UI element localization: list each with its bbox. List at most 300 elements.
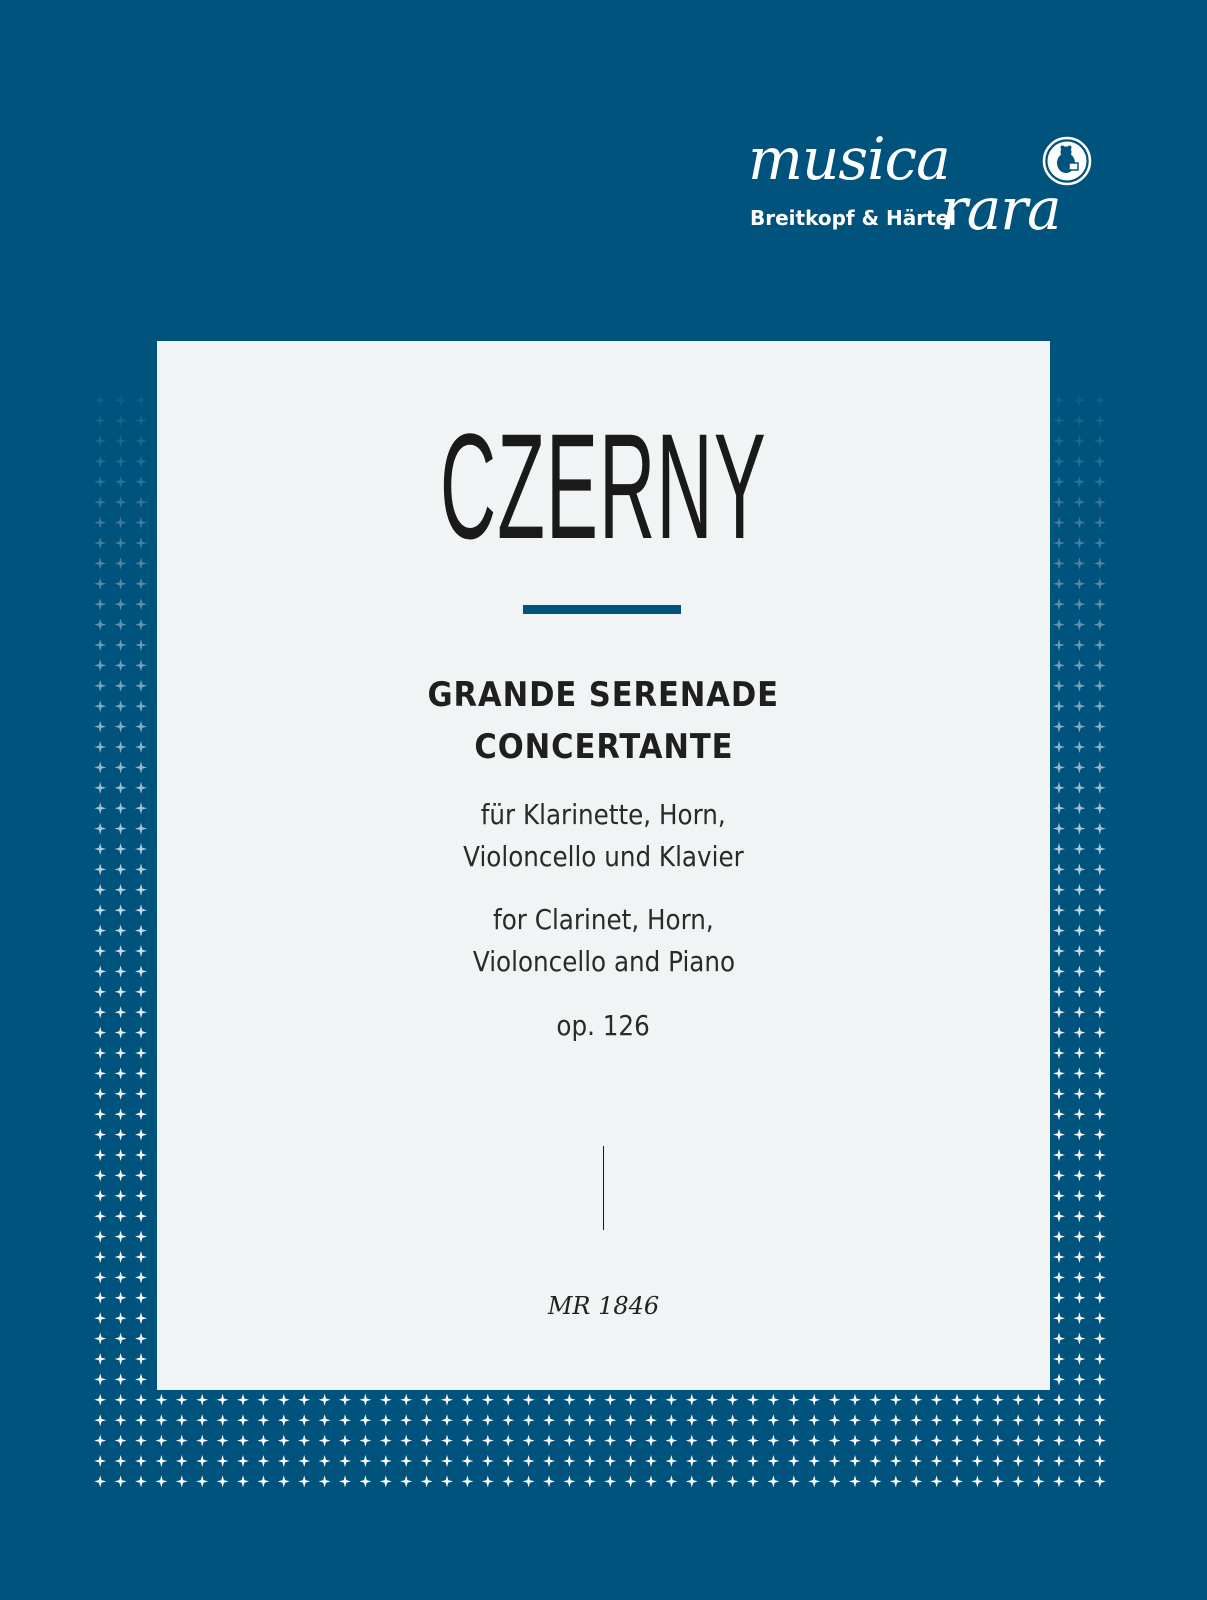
- sparkle-dot: [1053, 1394, 1065, 1406]
- sparkle-dot: [1012, 1455, 1024, 1467]
- sparkle-dot: [951, 1414, 963, 1426]
- sparkle-dot: [1053, 598, 1065, 610]
- sparkle-dot: [94, 557, 106, 569]
- sparkle-dot: [1053, 863, 1065, 875]
- sparkle-dot: [890, 1475, 902, 1487]
- sparkle-dot: [584, 1414, 596, 1426]
- sparkle-dot: [604, 1475, 616, 1487]
- sparkle-dot: [1073, 823, 1085, 835]
- sparkle-dot: [1073, 598, 1085, 610]
- sparkle-dot: [461, 1475, 473, 1487]
- sparkle-dot: [1094, 476, 1106, 488]
- sparkle-dot: [94, 1394, 106, 1406]
- sparkle-dot: [135, 802, 147, 814]
- sparkle-dot: [686, 1394, 698, 1406]
- sparkle-dot: [563, 1435, 575, 1447]
- sparkle-dot: [94, 1414, 106, 1426]
- sparkle-dot: [1073, 476, 1085, 488]
- sparkle-dot: [1073, 435, 1085, 447]
- sparkle-dot: [94, 802, 106, 814]
- sparkle-dot: [135, 1475, 147, 1487]
- logo-wordmark-musica: musica: [748, 125, 950, 193]
- sparkle-dot: [135, 986, 147, 998]
- sparkle-dot: [176, 1455, 188, 1467]
- sparkle-dot: [115, 1169, 127, 1181]
- sparkle-dot: [1094, 1333, 1106, 1345]
- publisher-logo: [748, 125, 1098, 250]
- sparkle-dot: [543, 1394, 555, 1406]
- catalog-number: MR 1846: [547, 1292, 660, 1320]
- sparkle-dot: [1073, 1210, 1085, 1222]
- sparkle-dot: [1073, 1455, 1085, 1467]
- sparkle-dot: [257, 1394, 269, 1406]
- sparkle-dot: [115, 1231, 127, 1243]
- sparkle-dot: [94, 741, 106, 753]
- sparkle-dot: [115, 1251, 127, 1263]
- sparkle-dot: [94, 455, 106, 467]
- sparkle-dot: [604, 1455, 616, 1467]
- sparkle-dot: [1094, 1108, 1106, 1120]
- sparkle-dot: [94, 1169, 106, 1181]
- sparkle-dot: [298, 1414, 310, 1426]
- sparkle-dot: [196, 1435, 208, 1447]
- sparkle-dot: [829, 1394, 841, 1406]
- sparkle-dot: [910, 1394, 922, 1406]
- sparkle-dot: [1073, 415, 1085, 427]
- sparkle-dot: [829, 1455, 841, 1467]
- sparkle-dot: [625, 1414, 637, 1426]
- sparkle-dot: [135, 843, 147, 855]
- sparkle-dot: [94, 1231, 106, 1243]
- sparkle-dot: [115, 1435, 127, 1447]
- sparkle-dot: [94, 1435, 106, 1447]
- sparkle-dot: [441, 1475, 453, 1487]
- sparkle-dot: [461, 1414, 473, 1426]
- sparkle-dot: [94, 986, 106, 998]
- sparkle-dot: [94, 537, 106, 549]
- sparkle-dot: [686, 1475, 698, 1487]
- sparkle-dot: [94, 1027, 106, 1039]
- sparkle-dot: [1053, 680, 1065, 692]
- sparkle-dot: [278, 1455, 290, 1467]
- sparkle-dot: [706, 1435, 718, 1447]
- sparkle-dot: [1094, 639, 1106, 651]
- sparkle-dot: [135, 496, 147, 508]
- sparkle-dot: [625, 1455, 637, 1467]
- sparkle-dot: [115, 1149, 127, 1161]
- sparkle-dot: [829, 1435, 841, 1447]
- sparkle-dot: [1073, 1333, 1085, 1345]
- sparkle-dot: [788, 1394, 800, 1406]
- sparkle-dot: [706, 1394, 718, 1406]
- sparkle-dot: [1094, 1251, 1106, 1263]
- sparkle-dot: [931, 1394, 943, 1406]
- sparkle-dot: [115, 1312, 127, 1324]
- sparkle-dot: [257, 1475, 269, 1487]
- sparkle-dot: [115, 1373, 127, 1385]
- sparkle-dot: [1073, 1312, 1085, 1324]
- sparkle-dot: [849, 1414, 861, 1426]
- sparkle-dot: [1053, 1312, 1065, 1324]
- sparkle-dot: [747, 1455, 759, 1467]
- sparkle-dot: [319, 1394, 331, 1406]
- sparkle-dot: [217, 1414, 229, 1426]
- sparkle-dot: [1073, 761, 1085, 773]
- sparkle-dot: [421, 1394, 433, 1406]
- sparkle-dot: [359, 1475, 371, 1487]
- sparkle-dot: [115, 761, 127, 773]
- sparkle-dot: [1073, 1231, 1085, 1243]
- sparkle-dot: [1094, 1435, 1106, 1447]
- sparkle-dot: [155, 1475, 167, 1487]
- sparkle-dot: [115, 823, 127, 835]
- sparkle-dot: [563, 1475, 575, 1487]
- sparkle-dot: [686, 1414, 698, 1426]
- work-title-line-1: GRANDE SERENADE: [427, 675, 780, 715]
- sparkle-dot: [94, 1292, 106, 1304]
- sparkle-dot: [1073, 925, 1085, 937]
- sparkle-dot: [400, 1435, 412, 1447]
- sparkle-dot: [1012, 1394, 1024, 1406]
- sparkle-dot: [339, 1414, 351, 1426]
- sparkle-dot: [115, 659, 127, 671]
- sparkle-dot: [1094, 1190, 1106, 1202]
- sparkle-dot: [115, 1067, 127, 1079]
- sparkle-dot: [482, 1455, 494, 1467]
- sparkle-dot: [1053, 1231, 1065, 1243]
- sparkle-dot: [1094, 680, 1106, 692]
- sparkle-dot: [665, 1455, 677, 1467]
- sparkle-dot: [1094, 455, 1106, 467]
- sparkle-dot: [115, 639, 127, 651]
- sparkle-dot: [1073, 1353, 1085, 1365]
- sparkle-dot: [1053, 1373, 1065, 1385]
- sparkle-dot: [1094, 884, 1106, 896]
- sparkle-dot: [1094, 782, 1106, 794]
- sparkle-dot: [706, 1455, 718, 1467]
- vertical-divider: [603, 1146, 604, 1230]
- sparkle-dot: [890, 1435, 902, 1447]
- sparkle-dot: [1073, 1027, 1085, 1039]
- sparkle-dot: [1053, 945, 1065, 957]
- sparkle-dot: [1073, 496, 1085, 508]
- sparkle-dot: [94, 843, 106, 855]
- sparkle-dot: [94, 517, 106, 529]
- sparkle-dot: [1094, 415, 1106, 427]
- sparkle-dot: [1053, 639, 1065, 651]
- sparkle-dot: [176, 1414, 188, 1426]
- sparkle-dot: [1073, 1190, 1085, 1202]
- sparkle-dot: [441, 1435, 453, 1447]
- sparkle-dot: [706, 1475, 718, 1487]
- sparkle-dot: [665, 1414, 677, 1426]
- sparkle-dot: [1073, 782, 1085, 794]
- sparkle-dot: [1094, 1067, 1106, 1079]
- sparkle-dot: [441, 1414, 453, 1426]
- sparkle-dot: [135, 863, 147, 875]
- sparkle-dot: [339, 1394, 351, 1406]
- sparkle-dot: [869, 1455, 881, 1467]
- sparkle-dot: [115, 619, 127, 631]
- sparkle-dot: [339, 1455, 351, 1467]
- sparkle-dot: [1053, 435, 1065, 447]
- sparkle-dot: [359, 1435, 371, 1447]
- sparkle-dot: [482, 1394, 494, 1406]
- sparkle-dot: [319, 1414, 331, 1426]
- sparkle-dot: [155, 1394, 167, 1406]
- sparkle-dot: [1053, 1353, 1065, 1365]
- sparkle-dot: [1073, 1414, 1085, 1426]
- sparkle-dot: [502, 1394, 514, 1406]
- sparkle-dot: [1094, 843, 1106, 855]
- sparkle-dot: [237, 1435, 249, 1447]
- sparkle-dot: [808, 1394, 820, 1406]
- sparkle-dot: [94, 1455, 106, 1467]
- sparkle-dot: [849, 1435, 861, 1447]
- sparkle-dot: [115, 1088, 127, 1100]
- sparkle-dot: [155, 1414, 167, 1426]
- sparkle-dot: [788, 1455, 800, 1467]
- sparkle-dot: [1012, 1414, 1024, 1426]
- sparkle-dot: [1053, 1333, 1065, 1345]
- sparkle-dot: [1053, 1108, 1065, 1120]
- sparkle-dot: [257, 1414, 269, 1426]
- sparkle-dot: [1073, 1292, 1085, 1304]
- sparkle-dot: [359, 1394, 371, 1406]
- title-panel: [157, 341, 1050, 1390]
- sparkle-dot: [1094, 435, 1106, 447]
- sparkle-dot: [604, 1435, 616, 1447]
- sparkle-dot: [1094, 517, 1106, 529]
- sparkle-dot: [115, 925, 127, 937]
- sparkle-dot: [808, 1455, 820, 1467]
- sparkle-dot: [910, 1475, 922, 1487]
- sparkle-dot: [1073, 741, 1085, 753]
- sparkle-dot: [135, 1271, 147, 1283]
- sparkle-dot: [135, 1455, 147, 1467]
- sparkle-dot: [1073, 863, 1085, 875]
- sparkle-dot: [523, 1475, 535, 1487]
- accent-rule: [523, 605, 681, 614]
- sparkle-dot: [992, 1414, 1004, 1426]
- sparkle-dot: [645, 1414, 657, 1426]
- sparkle-dot: [115, 843, 127, 855]
- sparkle-dot: [1053, 1047, 1065, 1059]
- sparkle-dot: [747, 1435, 759, 1447]
- sparkle-dot: [1053, 1027, 1065, 1039]
- sparkle-dot: [890, 1455, 902, 1467]
- sparkle-dot: [971, 1455, 983, 1467]
- sparkle-dot: [767, 1455, 779, 1467]
- sparkle-dot: [421, 1475, 433, 1487]
- sparkle-dot: [1053, 761, 1065, 773]
- sparkle-dot: [94, 761, 106, 773]
- sparkle-dot: [94, 1312, 106, 1324]
- sparkle-dot: [808, 1435, 820, 1447]
- sparkle-dot: [584, 1394, 596, 1406]
- sparkle-dot: [135, 435, 147, 447]
- sparkle-dot: [992, 1475, 1004, 1487]
- sparkle-dot: [971, 1394, 983, 1406]
- opus-number: op. 126: [556, 1009, 651, 1042]
- sparkle-dot: [359, 1414, 371, 1426]
- sparkle-dot: [135, 639, 147, 651]
- sparkle-dot: [115, 496, 127, 508]
- sparkle-dot: [115, 394, 127, 406]
- sparkle-dot: [115, 1190, 127, 1202]
- sparkle-dot: [727, 1394, 739, 1406]
- sparkle-dot: [1073, 843, 1085, 855]
- sparkle-dot: [135, 1149, 147, 1161]
- sparkle-dot: [1073, 1169, 1085, 1181]
- sparkle-dot: [502, 1414, 514, 1426]
- sparkle-dot: [135, 1047, 147, 1059]
- sparkle-dot: [747, 1394, 759, 1406]
- sparkle-dot: [645, 1435, 657, 1447]
- sparkle-dot: [237, 1455, 249, 1467]
- sparkle-dot: [482, 1414, 494, 1426]
- sparkle-dot: [94, 1475, 106, 1487]
- sparkle-dot: [257, 1435, 269, 1447]
- sparkle-dot: [135, 1414, 147, 1426]
- sparkle-dot: [727, 1435, 739, 1447]
- sparkle-dot: [135, 1373, 147, 1385]
- sparkle-dot: [176, 1435, 188, 1447]
- sparkle-dot: [94, 721, 106, 733]
- sparkle-dot: [441, 1455, 453, 1467]
- sparkle-dot: [1073, 945, 1085, 957]
- sparkle-dot: [1073, 700, 1085, 712]
- sparkle-dot: [257, 1455, 269, 1467]
- sparkle-dot: [94, 700, 106, 712]
- sparkle-dot: [1053, 1190, 1065, 1202]
- sparkle-dot: [94, 496, 106, 508]
- sparkle-dot: [482, 1475, 494, 1487]
- sparkle-dot: [1073, 394, 1085, 406]
- sparkle-dot: [1094, 1149, 1106, 1161]
- sparkle-dot: [380, 1435, 392, 1447]
- sparkle-dot: [1053, 1435, 1065, 1447]
- logo-wordmark-rara: rara: [940, 175, 1061, 243]
- sparkle-dot: [1053, 802, 1065, 814]
- sparkle-dot: [217, 1455, 229, 1467]
- sparkle-dot: [94, 1373, 106, 1385]
- sparkle-dot: [135, 721, 147, 733]
- sparkle-dot: [135, 1006, 147, 1018]
- sparkle-dot: [645, 1475, 657, 1487]
- sparkle-dot: [115, 904, 127, 916]
- sparkle-dot: [94, 1271, 106, 1283]
- sparkle-dot: [115, 680, 127, 692]
- sparkle-dot: [359, 1455, 371, 1467]
- sparkle-dot: [1073, 802, 1085, 814]
- sparkle-dot: [1094, 1292, 1106, 1304]
- sparkle-dot: [625, 1475, 637, 1487]
- sparkle-dot: [1094, 761, 1106, 773]
- sparkle-dot: [94, 659, 106, 671]
- sparkle-dot: [135, 925, 147, 937]
- sparkle-dot: [196, 1475, 208, 1487]
- sparkle-dot: [278, 1394, 290, 1406]
- sparkle-dot: [237, 1394, 249, 1406]
- sparkle-dot: [1094, 1027, 1106, 1039]
- sparkle-dot: [1053, 1475, 1065, 1487]
- sparkle-dot: [135, 1108, 147, 1120]
- sparkle-dot: [1094, 1373, 1106, 1385]
- sparkle-dot: [849, 1455, 861, 1467]
- sparkle-dot: [788, 1414, 800, 1426]
- sparkle-dot: [1073, 1047, 1085, 1059]
- sparkle-dot: [1073, 904, 1085, 916]
- sparkle-dot: [1094, 1353, 1106, 1365]
- sparkle-dot: [1053, 455, 1065, 467]
- sparkle-dot: [94, 925, 106, 937]
- sparkle-dot: [1073, 1108, 1085, 1120]
- sparkle-dot: [523, 1414, 535, 1426]
- sparkle-dot: [115, 1271, 127, 1283]
- sparkle-dot: [135, 537, 147, 549]
- sparkle-dot: [584, 1455, 596, 1467]
- sparkle-dot: [400, 1475, 412, 1487]
- sparkle-dot: [135, 1190, 147, 1202]
- sparkle-dot: [94, 1006, 106, 1018]
- sparkle-dot: [217, 1435, 229, 1447]
- sparkle-dot: [1094, 659, 1106, 671]
- sparkle-dot: [135, 1353, 147, 1365]
- logo-imprint: Breitkopf & Härtel: [750, 206, 957, 230]
- sparkle-dot: [135, 1231, 147, 1243]
- sparkle-dot: [1073, 1394, 1085, 1406]
- sparkle-dot: [94, 782, 106, 794]
- sparkle-dot: [1094, 1210, 1106, 1222]
- work-title-line-2: CONCERTANTE: [473, 727, 734, 767]
- sparkle-dot: [523, 1455, 535, 1467]
- sparkle-dot: [135, 680, 147, 692]
- sparkle-dot: [115, 1333, 127, 1345]
- instrumentation-de-line-1: für Klarinette, Horn,: [480, 798, 726, 831]
- sparkle-dot: [665, 1435, 677, 1447]
- sparkle-dot: [1094, 1475, 1106, 1487]
- sparkle-dot: [951, 1475, 963, 1487]
- sparkle-dot: [421, 1455, 433, 1467]
- sparkle-dot: [665, 1394, 677, 1406]
- sparkle-dot: [992, 1394, 1004, 1406]
- sparkle-dot: [1094, 1231, 1106, 1243]
- sparkle-dot: [115, 578, 127, 590]
- sparkle-dot: [298, 1435, 310, 1447]
- sparkle-dot: [543, 1435, 555, 1447]
- sparkle-dot: [1094, 1088, 1106, 1100]
- instrumentation-en-line-1: for Clarinet, Horn,: [493, 903, 714, 936]
- instrumentation-en-line-2: Violoncello and Piano: [472, 945, 735, 978]
- sparkle-dot: [1053, 659, 1065, 671]
- sparkle-dot: [767, 1435, 779, 1447]
- sparkle-dot: [1053, 823, 1065, 835]
- sparkle-dot: [1053, 517, 1065, 529]
- sparkle-dot: [1094, 945, 1106, 957]
- sparkle-dot: [951, 1435, 963, 1447]
- sparkle-dot: [135, 1027, 147, 1039]
- sparkle-dot: [951, 1455, 963, 1467]
- sparkle-dot: [135, 761, 147, 773]
- sparkle-dot: [1053, 1006, 1065, 1018]
- sparkle-dot: [135, 578, 147, 590]
- sparkle-dot: [135, 517, 147, 529]
- sparkle-dot: [910, 1414, 922, 1426]
- sparkle-dot: [1053, 557, 1065, 569]
- sparkle-dot: [1073, 1088, 1085, 1100]
- sparkle-dot: [319, 1455, 331, 1467]
